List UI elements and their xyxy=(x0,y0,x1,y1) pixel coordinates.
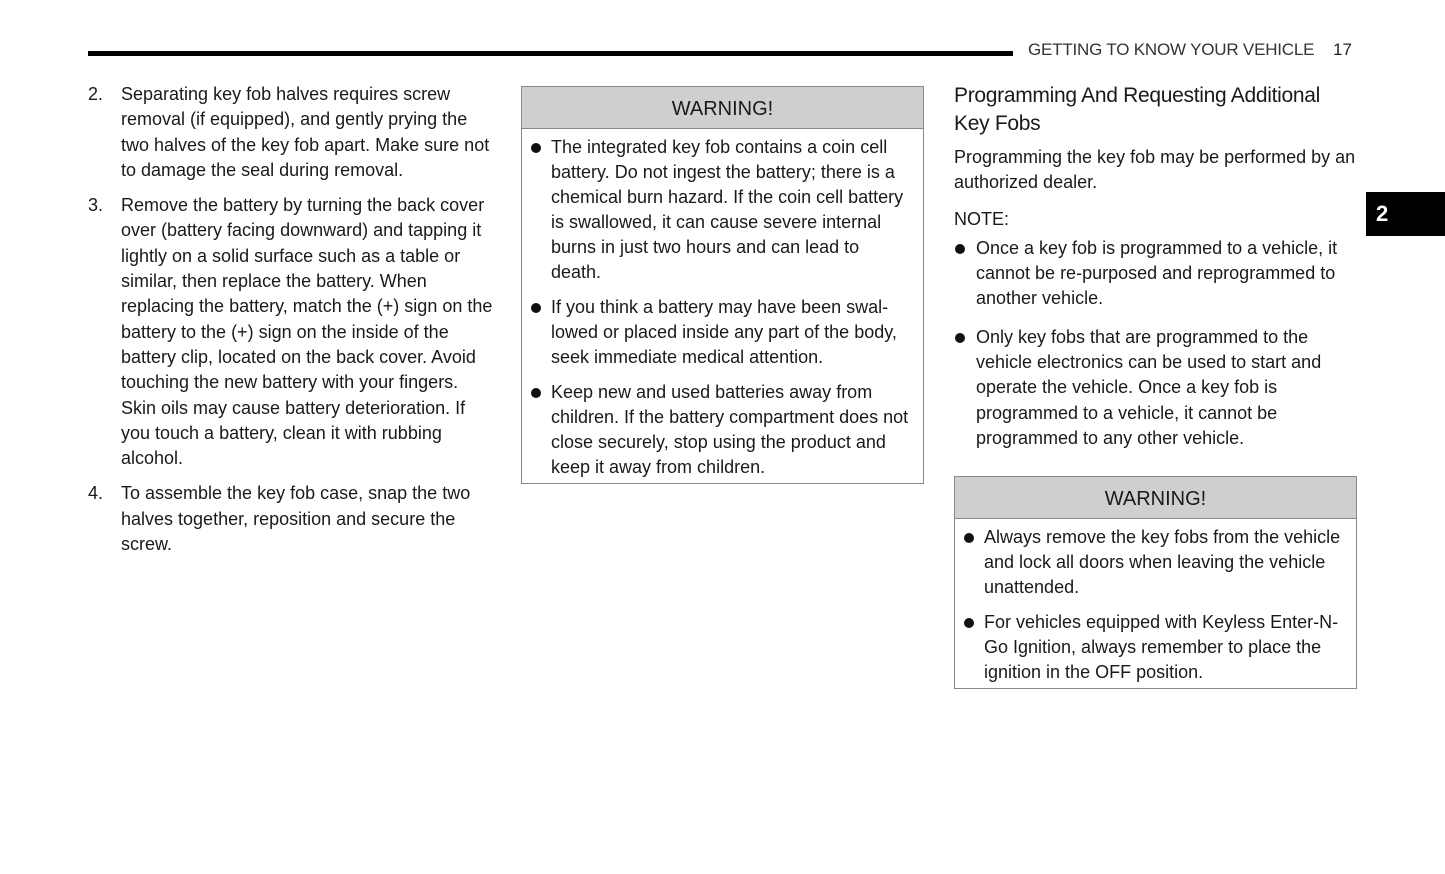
warning-item xyxy=(530,380,913,480)
note-item xyxy=(954,325,1359,451)
bullet-icon xyxy=(531,303,541,313)
note-item xyxy=(954,236,1359,312)
programming-column xyxy=(954,82,1359,464)
step-number: 4. xyxy=(88,483,104,504)
warning-heading: WARNING! xyxy=(955,477,1356,519)
steps-list xyxy=(88,82,493,557)
warning-item-text: Always remove the key fobs from the vehicle and lock all doors when leaving the vehicle unattended. xyxy=(984,527,1341,597)
battery-warning-box xyxy=(521,86,924,484)
warning-item-text: If you think a battery may have been swal-lowed or placed inside any part of the body, seek immediate medical attention. xyxy=(551,297,897,367)
step-number: 2. xyxy=(88,84,104,104)
warning-item xyxy=(530,135,913,285)
note-list xyxy=(954,236,1359,451)
warning-item xyxy=(530,295,913,370)
note-label: NOTE: xyxy=(954,208,1010,229)
step-text: Separating key fob halves requires screw removal (if equipped), and gently prying the two halves of the key fob apart. Make sure not to damage the seal during removal. xyxy=(121,84,490,180)
warning-item-text: Keep new and used batteries away from children. If the battery compartment does not close securely, stop using the product and keep it away from children. xyxy=(551,382,909,477)
step-number: 3. xyxy=(88,195,104,216)
bullet-icon xyxy=(531,143,541,153)
step-text: To assemble the key fob case, snap the two halves together, reposition and secure the screw. xyxy=(121,483,471,555)
section-intro: Programming the key fob may be performed by an authorized dealer. xyxy=(954,147,1356,193)
step-item xyxy=(88,82,493,183)
warning-list xyxy=(522,129,923,480)
note-item-text: Once a key fob is programmed to a vehicle, it cannot be re-purposed and reprogrammed to another vehicle. xyxy=(976,237,1338,309)
step-item xyxy=(88,193,493,471)
page-number: 17 xyxy=(1333,40,1352,59)
chapter-tab: 2 xyxy=(1366,192,1445,236)
bullet-icon xyxy=(531,388,541,398)
note-item-text: Only key fobs that are programmed to the vehicle electronics can be used to start and operate the vehicle. Once a key fob is programmed to a vehicle, it cannot be programmed to any other vehicle. xyxy=(976,326,1322,448)
warning-list xyxy=(955,519,1356,685)
key-fob-warning-box xyxy=(954,476,1357,689)
warning-heading: WARNING! xyxy=(522,87,923,129)
step-item xyxy=(88,481,493,557)
bullet-icon xyxy=(955,333,965,343)
step-text: Remove the battery by turning the back cover over (battery facing downward) and tapping it lightly on a solid surface such as a table or similar, then replace the battery. When replacing the battery, match the (+) sign on the battery to the (+) sign on the inside of the battery clip, located on the back cover. Avoid touching the new battery with your fingers. Skin oils may cause battery deterioration. If you touch a battery, clean it with rubbing alcohol. xyxy=(121,195,493,469)
header-rule xyxy=(88,51,1013,56)
warning-item xyxy=(963,525,1346,600)
bullet-icon xyxy=(964,618,974,628)
warning-item-text: The integrated key fob contains a coin cell battery. Do not ingest the battery; there is a chemical burn hazard. If the coin cell battery is swallowed, it can cause severe internal burns in just two hours and can lead to death. xyxy=(551,137,904,282)
section-heading: Programming And Requesting Additional Key Fobs xyxy=(954,84,1320,135)
warning-item xyxy=(963,610,1346,685)
bullet-icon xyxy=(964,533,974,543)
running-header-title: GETTING TO KNOW YOUR VEHICLE xyxy=(1028,40,1315,59)
bullet-icon xyxy=(955,244,965,254)
warning-item-text: For vehicles equipped with Keyless Enter-N-Go Ignition, always remember to place the ignition in the OFF position. xyxy=(984,612,1339,682)
steps-column xyxy=(88,82,493,567)
